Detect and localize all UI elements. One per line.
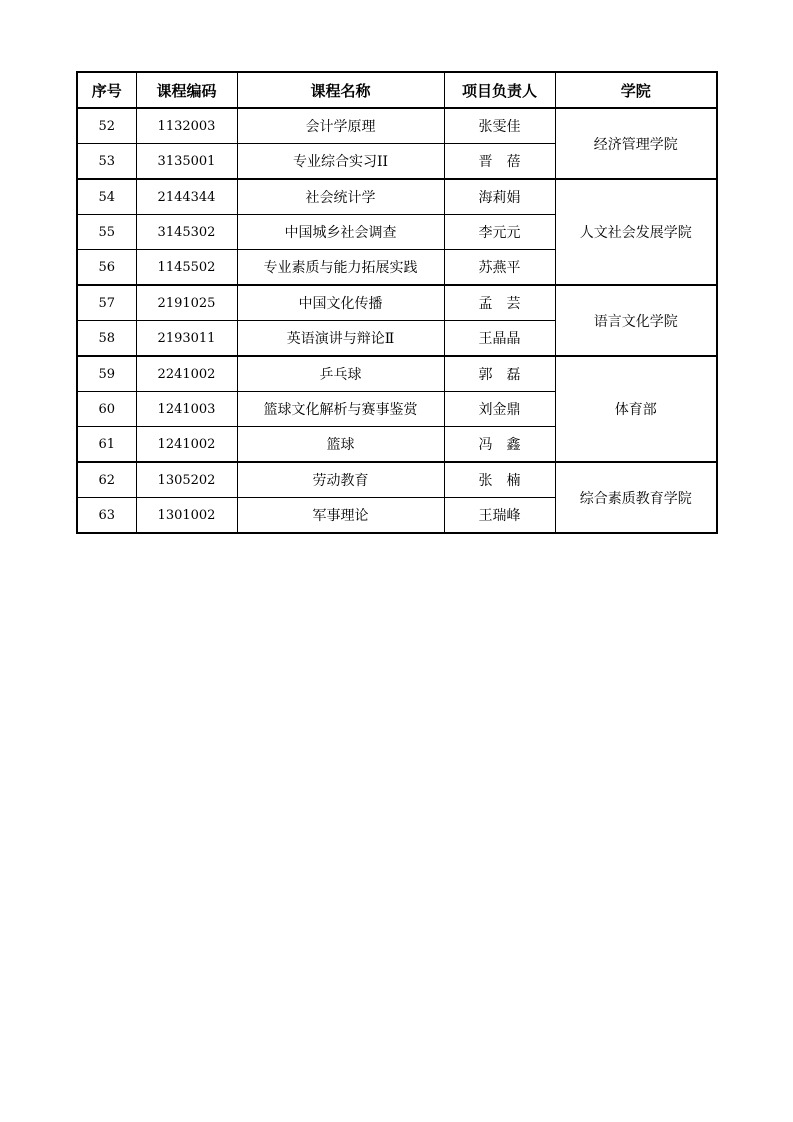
cell-course-code: 2144344: [136, 179, 237, 215]
cell-course-code: 1241003: [136, 392, 237, 427]
cell-index: 56: [77, 250, 136, 286]
cell-project-leader: 李元元: [444, 215, 555, 250]
cell-project-leader: 孟 芸: [444, 285, 555, 321]
cell-course-name: 专业综合实习II: [237, 144, 444, 180]
cell-college: 人文社会发展学院: [555, 179, 717, 285]
cell-course-name: 乒乓球: [237, 356, 444, 392]
table-row: [77, 356, 717, 392]
cell-project-leader: 郭 磊: [444, 356, 555, 392]
cell-project-leader: 海莉娟: [444, 179, 555, 215]
cell-project-leader: 冯 鑫: [444, 427, 555, 463]
cell-college: 体育部: [555, 356, 717, 462]
table-row: [77, 179, 717, 215]
table-row: [77, 462, 717, 498]
cell-index: 58: [77, 321, 136, 357]
header-project-leader: 项目负责人: [444, 72, 555, 108]
table-row: [77, 108, 717, 144]
cell-course-code: 2193011: [136, 321, 237, 357]
cell-project-leader: 刘金鼎: [444, 392, 555, 427]
cell-index: 55: [77, 215, 136, 250]
cell-project-leader: 王晶晶: [444, 321, 555, 357]
cell-project-leader: 张 楠: [444, 462, 555, 498]
cell-course-name: 篮球文化解析与赛事鉴赏: [237, 392, 444, 427]
cell-course-code: 1241002: [136, 427, 237, 463]
cell-index: 53: [77, 144, 136, 180]
cell-project-leader: 王瑞峰: [444, 498, 555, 534]
cell-index: 62: [77, 462, 136, 498]
cell-college: 综合素质教育学院: [555, 462, 717, 533]
cell-course-name: 军事理论: [237, 498, 444, 534]
cell-course-name: 劳动教育: [237, 462, 444, 498]
cell-course-code: 1145502: [136, 250, 237, 286]
cell-course-name: 会计学原理: [237, 108, 444, 144]
cell-index: 61: [77, 427, 136, 463]
cell-course-name: 篮球: [237, 427, 444, 463]
cell-index: 60: [77, 392, 136, 427]
cell-index: 59: [77, 356, 136, 392]
cell-course-name: 社会统计学: [237, 179, 444, 215]
header-course-code: 课程编码: [136, 72, 237, 108]
cell-course-name: 英语演讲与辩论Ⅱ: [237, 321, 444, 357]
cell-project-leader: 晋 蓓: [444, 144, 555, 180]
cell-course-code: 3135001: [136, 144, 237, 180]
header-college: 学院: [555, 72, 717, 108]
table-header-row: [77, 72, 717, 108]
cell-course-code: 1301002: [136, 498, 237, 534]
cell-course-name: 中国城乡社会调查: [237, 215, 444, 250]
header-index: 序号: [77, 72, 136, 108]
cell-course-name: 专业素质与能力拓展实践: [237, 250, 444, 286]
cell-course-name: 中国文化传播: [237, 285, 444, 321]
cell-course-code: 1132003: [136, 108, 237, 144]
cell-index: 52: [77, 108, 136, 144]
cell-project-leader: 苏燕平: [444, 250, 555, 286]
cell-course-code: 2191025: [136, 285, 237, 321]
cell-course-code: 3145302: [136, 215, 237, 250]
cell-project-leader: 张雯佳: [444, 108, 555, 144]
cell-index: 54: [77, 179, 136, 215]
cell-index: 63: [77, 498, 136, 534]
cell-index: 57: [77, 285, 136, 321]
header-course-name: 课程名称: [237, 72, 444, 108]
table-row: [77, 285, 717, 321]
cell-course-code: 2241002: [136, 356, 237, 392]
course-table: [76, 71, 718, 534]
cell-college: 经济管理学院: [555, 108, 717, 179]
cell-college: 语言文化学院: [555, 285, 717, 356]
cell-course-code: 1305202: [136, 462, 237, 498]
